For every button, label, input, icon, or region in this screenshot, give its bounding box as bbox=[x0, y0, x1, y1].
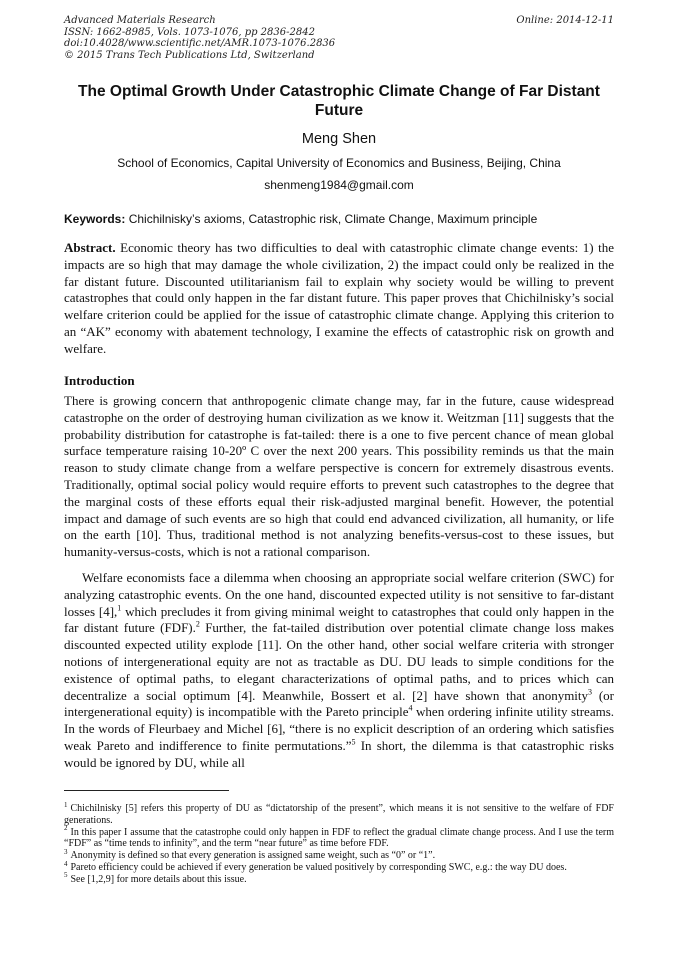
footnote-3 bbox=[64, 847, 614, 862]
footnote-ref-1: 1 bbox=[117, 603, 122, 613]
issn-line: ISSN: 1662-8985, Vols. 1073-1076, pp 2836-2842 bbox=[64, 26, 315, 38]
p2-text-d: (or intergenerational equity) is incompatible with the Pareto principle bbox=[64, 687, 614, 720]
footnote-number: 4 bbox=[64, 859, 68, 868]
keywords-label: Keywords: bbox=[64, 212, 126, 226]
p2-text-e: when ordering infinite utility streams. In the words of Fleurbaey and Michel [6], “there is no explicit description of an ordering which satisfies weak Pareto and indifference to finite permutations.” bbox=[64, 704, 615, 753]
footnote-number: 3 bbox=[64, 847, 68, 856]
footnote-ref-4: 4 bbox=[408, 704, 413, 714]
p2-text-b: which precludes it from giving minimal weight to catastrophes that could only happen in the far distant future (FDF). bbox=[64, 603, 614, 636]
author-name: Meng Shen bbox=[301, 131, 377, 147]
footnote-number: 1 bbox=[64, 800, 68, 809]
abstract-label: Abstract. bbox=[64, 240, 116, 255]
footnote-ref-2: 2 bbox=[195, 620, 200, 630]
p2-text-c: Further, the fat-tailed distribution over potential climate change loss makes discounted expected utility explode [11]. On the other hand, other social welfare criteria with stronger notions of intergenerational equity are not as tractable as DU. DU leads to simple conditions for the existence of optimal paths, to elegant characterizations of optimal paths, and to prices which can decentralize a social optimum [4]. Meanwhile, Bossert et al. [2] have shown that anonymity bbox=[64, 620, 614, 703]
journal-header bbox=[64, 15, 614, 61]
keywords-line bbox=[64, 211, 614, 227]
author-affiliation: School of Economics, Capital University of Economics and Business, Beijing, China bbox=[117, 156, 561, 170]
journal-name: Advanced Materials Research bbox=[64, 15, 216, 26]
footnote-text: Anonymity is defined so that every generation is assigned same weight, such as “0” or “1”. bbox=[70, 850, 436, 862]
intro-paragraph-2 bbox=[64, 570, 614, 772]
copyright-line: © 2015 Trans Tech Publications Ltd, Switzerland bbox=[64, 49, 315, 61]
footnote-text: See [1,2,9] for more details about this issue. bbox=[70, 873, 247, 885]
footnote-number: 2 bbox=[64, 824, 68, 833]
keywords-text: Chichilnisky’s axioms, Catastrophic risk, Climate Change, Maximum principle bbox=[125, 212, 538, 226]
footnote-text: Chichilnisky [5] refers this property of DU as “dictatorship of the present”, which means it is not sensitive to the welfare of FDF generations. bbox=[64, 803, 614, 826]
doi-line: doi:10.4028/www.scientific.net/AMR.1073-1076.2836 bbox=[64, 38, 336, 49]
footnote-5 bbox=[64, 871, 614, 886]
footnote-1 bbox=[64, 800, 614, 827]
footnote-2 bbox=[64, 824, 614, 851]
p2-text-a: Welfare economists face a dilemma when choosing an appropriate social welfare criterion (SWC) for analyzing catastrophic events. On the one hand, discounted expected utility is not sensitive to far-distant losses [4], bbox=[64, 570, 614, 619]
footnote-text: In this paper I assume that the catastrophe could only happen in FDF to reflect the gradual climate change process. And I use the term “FDF” as “time tends to infinity”, and the term “near future” as time before FDF. bbox=[64, 826, 614, 850]
author-email: shenmeng1984@gmail.com bbox=[264, 178, 414, 192]
footnote-divider bbox=[64, 790, 229, 791]
p2-text-f: In short, the dilemma is that catastrophic risks would be ignored by DU, while all bbox=[64, 737, 614, 770]
intro-paragraph-1: There is growing concern that anthropogenic climate change may, far in the future, cause widespread catastrophe on the order of destroying human civilization as we know it. Weitzman [11] suggests that the probability distribution for catastrophe is fat-tailed: there is a one to five percent chance of mean global surface temperature raising 10-20º C over the next 200 years. This possibility reminds us that the main reason to study climate change from a welfare perspective is concern for extremely disastrous events. Traditionally, optimal social policy would require efforts to prevent such catastrophes to the degree that the marginal costs of these efforts equal their risk-adjusted marginal benefit. However, the potential impact and damage of such events are so high that could end advanced civilization, all humanity, or life on the earth [10]. Thus, traditional method is not analyzing benefits-versus-cost to these issues, but humanity-versus-costs, which is not a rational comparison. bbox=[64, 393, 614, 560]
footnote-ref-5: 5 bbox=[351, 737, 356, 747]
footnote-4 bbox=[64, 859, 614, 874]
footnote-text: Pareto efficiency could be achieved if every generation be valued positively by corresponding SWC, e.g.: the way DU does. bbox=[70, 861, 567, 873]
footnote-number: 5 bbox=[64, 871, 68, 880]
abstract bbox=[64, 240, 614, 358]
footnote-ref-3: 3 bbox=[588, 687, 593, 697]
section-heading-introduction: Introduction bbox=[64, 373, 135, 388]
online-date: Online: 2014-12-11 bbox=[516, 15, 614, 26]
abstract-text: Economic theory has two difficulties to deal with catastrophic climate change events: 1) the impacts are so high that may damage the whole civilization, 2) the impact could only be realized in the far distant future. Discounted utilitarianism fail to explain why society would be willing to prevent catastrophes that could only happen in the far distant future. This paper proves that Chichilnisky’s social welfare criterion could be applied for the issue of catastrophic climate change. Applying this criterion to an “AK” economy with abatement technology, I examine the effects of catastrophic risk on growth and welfare. bbox=[64, 240, 614, 356]
footnotes bbox=[64, 800, 614, 886]
paper-title: The Optimal Growth Under Catastrophic Climate Change of Far Distant Future bbox=[78, 83, 600, 119]
